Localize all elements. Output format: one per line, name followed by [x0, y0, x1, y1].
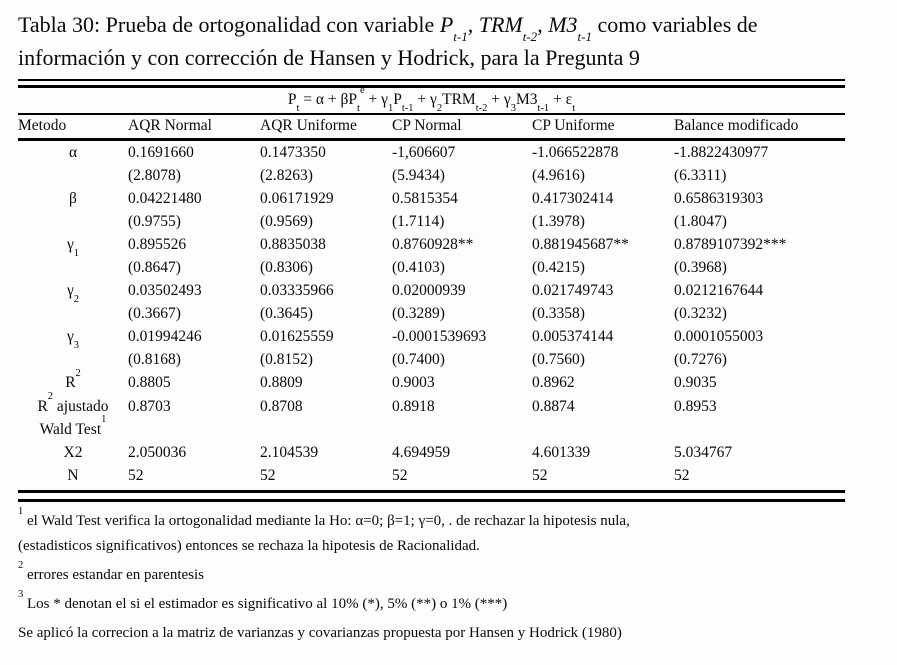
- model-equation: $P_t = \alpha + \beta P_t^e + \gamma_1P_{t-1} + \gamma_2TRM_{t-2} + \gamma_3M3_{t-1} + \varepsilon_t$: [287, 84, 576, 115]
- table-cell: 52: [674, 466, 690, 484]
- table-cell: -1.8822430977: [674, 143, 769, 161]
- table-cell: 0.8708: [260, 397, 303, 415]
- title-underline-rule: [18, 79, 845, 81]
- footnote: Se aplicó la correcion a la matriz de varianzas y covarianzas propuesta por Hansen y Hodrick (1980): [18, 624, 622, 641]
- math-variable: P: [439, 12, 454, 37]
- column-header: CP Normal: [392, 116, 462, 134]
- row-label: α: [68, 143, 78, 161]
- row-label: β: [69, 189, 77, 207]
- table-cell: 0.03502493: [128, 282, 202, 300]
- table-cell: (1.8047): [674, 212, 727, 230]
- table-cell: 0.8835038: [260, 235, 326, 253]
- row-label: $\gamma_1$: [66, 235, 80, 259]
- table-cell: 0.005374144: [532, 328, 614, 346]
- table-cell: 0.8789107392***: [674, 235, 787, 253]
- row-label: $\gamma_2$: [66, 282, 80, 306]
- table-cell: 0.9003: [392, 374, 435, 392]
- table-cell: (0.8647): [128, 258, 181, 276]
- table-cell: 0.01994246: [128, 328, 202, 346]
- table-cell: 52: [392, 466, 408, 484]
- table-cell: 0.881945687**: [532, 235, 629, 253]
- row-label: X2: [63, 443, 83, 461]
- table-cell: [532, 421, 674, 444]
- math-subscript: t-2: [522, 29, 538, 45]
- table-cell: (0.7400): [392, 351, 445, 369]
- table-cell: [128, 421, 260, 444]
- footnotes: [18, 505, 878, 646]
- footnote-marker: 2: [18, 559, 24, 571]
- table-cell: (0.9755): [128, 212, 181, 230]
- table-cell: (0.3645): [260, 305, 313, 323]
- table-cell: 52: [532, 466, 548, 484]
- table-cell: 0.8760928**: [392, 235, 474, 253]
- row-label: [18, 259, 128, 282]
- column-header: AQR Normal: [128, 116, 212, 134]
- table-cell: (1.7114): [392, 212, 445, 230]
- table-cell: [392, 421, 532, 444]
- math-variable: TRM: [478, 12, 523, 37]
- table-cell: 2.104539: [260, 443, 319, 461]
- table-cell: 0.5815354: [392, 189, 458, 207]
- row-label: $R^2$: [65, 368, 81, 392]
- table-cell: 0.01625559: [260, 328, 334, 346]
- table-cell: [260, 421, 392, 444]
- table-cell: 0.06171929: [260, 189, 334, 207]
- table-cell: 0.1691660: [128, 143, 194, 161]
- table-cell: -1.066522878: [532, 143, 619, 161]
- table-cell: 4.694959: [392, 443, 451, 461]
- footnote-marker: 3: [18, 588, 24, 600]
- table-cell: 0.8918: [392, 397, 435, 415]
- table-cell: (0.8152): [260, 351, 313, 369]
- table-cell: 0.04221480: [128, 189, 202, 207]
- table-cell: 0.03335966: [260, 282, 334, 300]
- table-cell: (1.3978): [532, 212, 585, 230]
- table-cell: 52: [128, 466, 144, 484]
- footnote: $^1$ el Wald Test verifica la ortogonalidad mediante la Ho: α=0; β=1; γ=0, . de rechazar la hipotesis nula, (estadisticos significativos) entonces se rechaza la hipotesis de Racionalidad.: [18, 505, 630, 554]
- table-bottom-double-rule: [18, 490, 845, 502]
- table-cell: (0.3358): [532, 305, 585, 323]
- row-label: [18, 305, 128, 328]
- table-cell: 0.8809: [260, 374, 303, 392]
- row-label: [18, 351, 128, 374]
- table-body: [18, 141, 845, 490]
- row-label: $R^2$ ajustado: [37, 391, 109, 415]
- table-title: Tabla 30: Prueba de ortogonalidad con variable $P_{t-1}$, $TRM_{t-2}$, $M3_{t-1}$ como variables de información y con corrección de Hansen y Hodrick, para la Pregunta 9: [18, 12, 758, 70]
- table-cell: (0.4103): [392, 258, 445, 276]
- column-header: Metodo: [18, 116, 67, 134]
- table-cell: (0.3289): [392, 305, 445, 323]
- table-cell: 0.0212167644: [674, 282, 764, 300]
- table-cell: (0.7560): [532, 351, 585, 369]
- table-cell: (0.3232): [674, 305, 727, 323]
- footnote: $^3$ Los * denotan el si el estimador es significativo al 10% (*), 5% (**) o 1% (***): [18, 588, 508, 612]
- table-cell: 0.021749743: [532, 282, 614, 300]
- table-cell: 0.8703: [128, 397, 171, 415]
- table-cell: (0.7276): [674, 351, 727, 369]
- row-label: Wald Test$^1$: [39, 414, 107, 438]
- table-cell: 0.417302414: [532, 189, 614, 207]
- table-cell: 0.895526: [128, 235, 187, 253]
- table-cell: 0.9035: [674, 374, 717, 392]
- table-cell: (0.3968): [674, 258, 727, 276]
- table-cell: 0.1473350: [260, 143, 326, 161]
- table-cell: (0.4215): [532, 258, 585, 276]
- table-cell: 0.8874: [532, 397, 575, 415]
- column-header: CP Uniforme: [532, 116, 615, 134]
- table-header-row: [18, 115, 845, 138]
- table-cell: (0.9569): [260, 212, 313, 230]
- table-cell: (4.9616): [532, 166, 585, 184]
- math-subscript: t-1: [577, 29, 592, 45]
- table-cell: 0.8962: [532, 374, 575, 392]
- table-cell: 0.8805: [128, 374, 171, 392]
- table-cell: -0.0001539693: [392, 328, 487, 346]
- table-cell: (0.8168): [128, 351, 181, 369]
- table-cell: 2.050036: [128, 443, 187, 461]
- table-cell: 0.6586319303: [674, 189, 764, 207]
- table-cell: -1,606607: [392, 143, 456, 161]
- table-cell: 0.8953: [674, 397, 717, 415]
- table-cell: (0.3667): [128, 305, 181, 323]
- table-cell: 5.034767: [674, 443, 733, 461]
- row-label: N: [67, 466, 79, 484]
- table-cell: 52: [260, 466, 276, 484]
- table-cell: 4.601339: [532, 443, 591, 461]
- table-cell: (0.8306): [260, 258, 313, 276]
- table-cell: [674, 421, 845, 444]
- math-subscript: t-1: [453, 29, 468, 45]
- table-cell: (6.3311): [674, 166, 727, 184]
- column-header: Balance modificado: [674, 116, 799, 134]
- footnote: $^2$ errores estandar en parentesis: [18, 559, 204, 583]
- table-cell: (5.9434): [392, 166, 445, 184]
- row-label: [18, 167, 128, 190]
- table-cell: (2.8078): [128, 166, 181, 184]
- row-label: $\gamma_3$: [66, 328, 80, 352]
- table-cell: (2.8263): [260, 166, 313, 184]
- table-cell: 0.0001055003: [674, 328, 764, 346]
- column-header: AQR Uniforme: [260, 116, 357, 134]
- footnote-marker: 1: [18, 505, 24, 517]
- table-cell: 0.02000939: [392, 282, 466, 300]
- math-variable: M3: [548, 12, 578, 37]
- row-label: [18, 213, 128, 236]
